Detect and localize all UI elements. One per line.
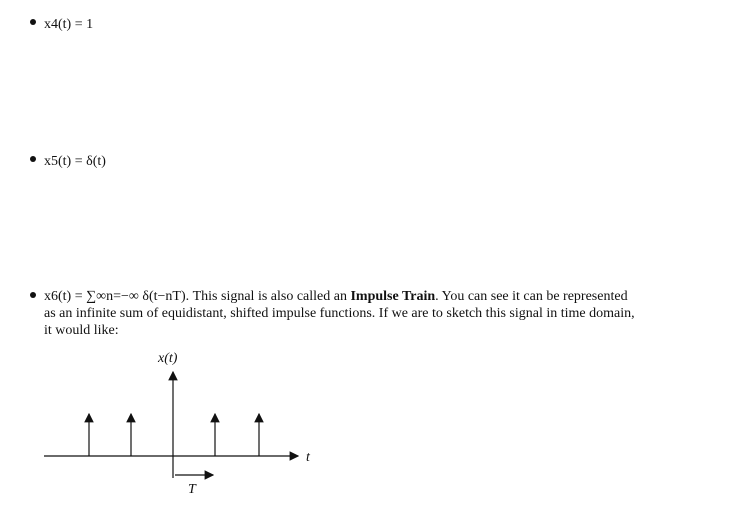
bullet-dot [30, 156, 36, 162]
vertical-axis-label: x(t) [158, 351, 178, 366]
paragraph-line-2: as an infinite sum of equidistant, shifted impulse functions. If we are to sketch this signal in time domain, [44, 306, 635, 321]
sentence-suffix: . You can see it can be represented [435, 289, 628, 304]
paragraph-line-3: it would like: [44, 323, 119, 338]
sentence-prefix: This signal is also called an [192, 289, 351, 304]
bullet-item-x4 [30, 15, 93, 34]
bullet-dot [30, 292, 36, 298]
paragraph-line-1 [30, 288, 735, 305]
equation-x5: x5(t) = δ(t) [44, 154, 106, 169]
bullet-item-x6 [30, 288, 735, 339]
time-axis-label: t [306, 450, 310, 465]
term-impulse-train: Impulse Train [350, 289, 436, 304]
period-label: T [188, 482, 196, 497]
bullet-dot [30, 19, 36, 25]
bullet-item-x5 [30, 152, 106, 171]
equation-x4: x4(t) = 1 [44, 17, 94, 32]
equation-x6: x6(t) = ∑∞n=−∞ δ(t−nT). [44, 289, 190, 304]
